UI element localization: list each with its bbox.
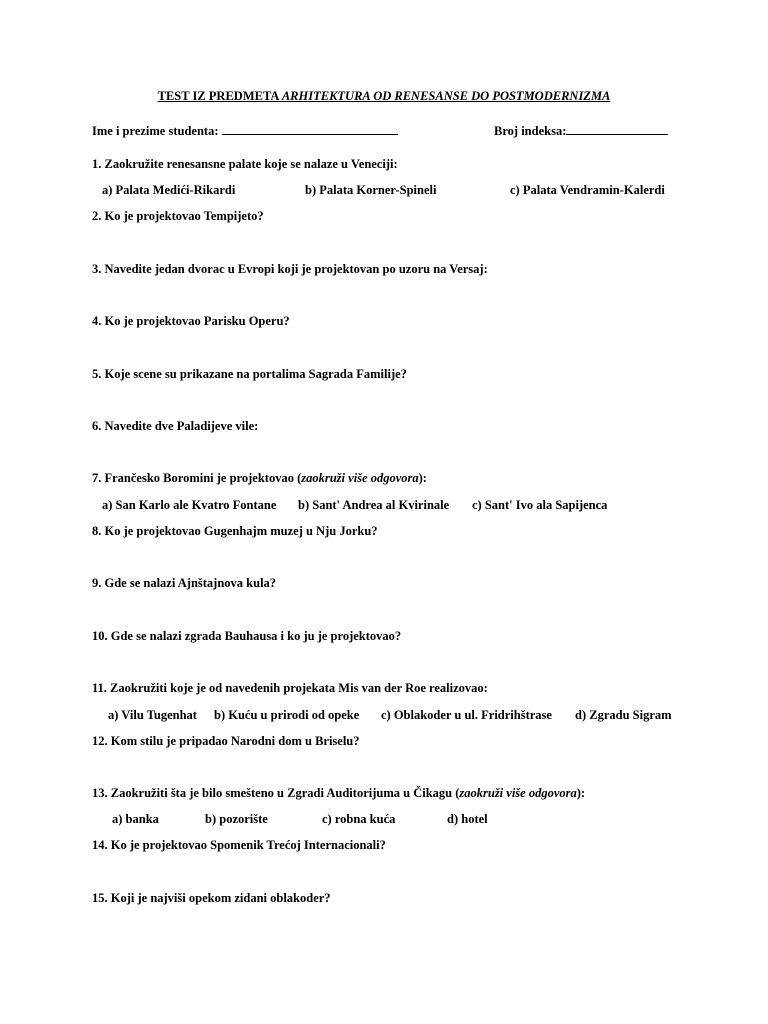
student-name-field[interactable] — [222, 122, 398, 135]
question-13-option-d[interactable]: d) hotel — [447, 812, 488, 826]
question-15: 15. Koji je najviši opekom zidani oblakoder? — [92, 891, 331, 905]
question-13-note: zaokruži više odgovora — [459, 786, 577, 800]
question-1-options — [0, 182, 768, 198]
question-7-option-a[interactable]: a) San Karlo ale Kvatro Fontane — [102, 498, 277, 512]
question-13-option-b[interactable]: b) pozorište — [205, 812, 268, 826]
question-10: 10. Gde se nalazi zgrada Bauhausa i ko ju je projektovao? — [92, 629, 402, 643]
question-11-option-d[interactable]: d) Zgradu Sigram — [575, 708, 672, 722]
question-11-option-b[interactable]: b) Kuću u prirodi od opeke — [214, 708, 360, 722]
question-3: 3. Navedite jedan dvorac u Evropi koji je projektovan po uzoru na Versaj: — [92, 262, 488, 276]
question-7-options — [0, 497, 768, 513]
question-2: 2. Ko je projektovao Tempijeto? — [92, 209, 264, 223]
question-7-option-c[interactable]: c) Sant' Ivo ala Sapijenca — [472, 498, 608, 512]
question-7-option-b[interactable]: b) Sant' Andrea al Kvirinale — [298, 498, 450, 512]
question-13 — [92, 785, 585, 801]
question-9: 9. Gde se nalazi Ajnštajnova kula? — [92, 576, 277, 590]
question-14: 14. Ko je projektovao Spomenik Trećoj Internacionali? — [92, 838, 386, 852]
question-13-option-a[interactable]: a) banka — [112, 812, 159, 826]
question-13-text: 13. Zaokružiti šta je bilo smešteno u Zgradi Auditorijuma u Čikagu ( — [92, 786, 460, 800]
question-7-note: zaokruži više odgovora — [301, 471, 419, 485]
question-6: 6. Navedite dve Paladijeve vile: — [92, 419, 259, 433]
question-1-option-a[interactable]: a) Palata Medići-Rikardi — [102, 183, 236, 197]
question-11-option-c[interactable]: c) Oblakoder u ul. Fridrihštrase — [381, 708, 552, 722]
question-1-option-c[interactable]: c) Palata Vendramin-Kalerdi — [510, 183, 665, 197]
question-1: 1. Zaokružite renesansne palate koje se nalaze u Veneciji: — [92, 157, 398, 171]
question-11-option-a[interactable]: a) Vilu Tugenhat — [108, 708, 197, 722]
question-13-suffix: ): — [576, 786, 586, 800]
question-1-option-b[interactable]: b) Palata Korner-Spineli — [305, 183, 437, 197]
question-4: 4. Ko je projektovao Parisku Operu? — [92, 314, 290, 328]
question-12: 12. Kom stilu je pripadao Narodni dom u Briselu? — [92, 734, 360, 748]
title-subject: ARHITEKTURA OD RENESANSE DO POSTMODERNIZMA — [281, 89, 611, 103]
student-name-row — [92, 122, 398, 139]
student-name-label: Ime i prezime studenta: — [92, 124, 219, 138]
index-number-label: Broj indeksa: — [494, 124, 567, 138]
question-8: 8. Ko je projektovao Gugenhajm muzej u Nju Jorku? — [92, 524, 378, 538]
index-number-field[interactable] — [566, 122, 668, 135]
question-13-options — [0, 811, 768, 827]
index-number-row — [494, 122, 668, 139]
question-7-suffix: ): — [418, 471, 427, 485]
question-13-option-c[interactable]: c) robna kuća — [322, 812, 396, 826]
question-7 — [92, 470, 427, 486]
question-11-options — [0, 707, 768, 723]
title-prefix: TEST IZ PREDMETA — [157, 89, 282, 103]
question-11: 11. Zaokružiti koje je od navedenih projekata Mis van der Roe realizovao: — [92, 681, 488, 695]
question-5: 5. Koje scene su prikazane na portalima Sagrada Familije? — [92, 367, 407, 381]
question-7-text: 7. Frančesko Boromini je projektovao ( — [92, 471, 302, 485]
page-title — [0, 88, 768, 104]
